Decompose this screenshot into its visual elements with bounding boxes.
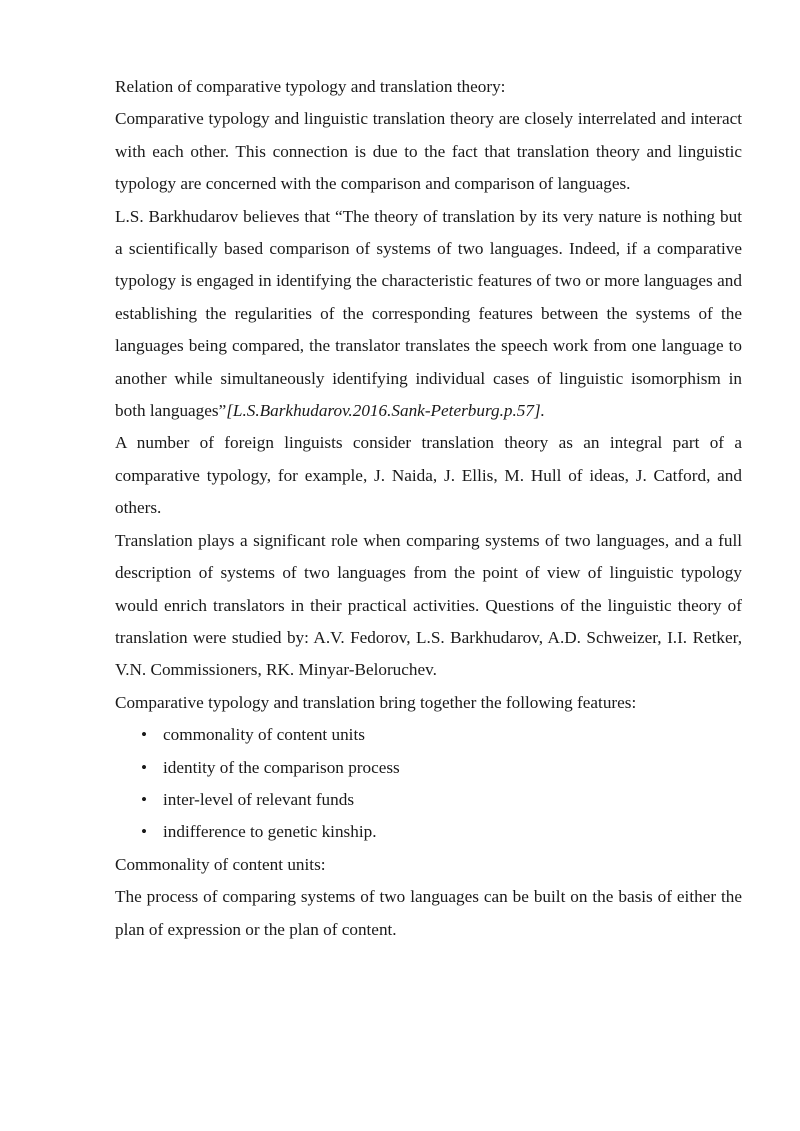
citation: [L.S.Barkhudarov.2016.Sank-Peterburg.p.57].	[226, 401, 545, 421]
bullet-icon: •	[140, 725, 148, 745]
bullet-icon: •	[140, 789, 148, 809]
list-item-text: commonality of content units	[163, 725, 365, 745]
list-item	[115, 784, 742, 816]
paragraph: Comparative typology and translation bring together the following features:	[115, 692, 637, 712]
quote-text: L.S. Barkhudarov believes that “The theory of translation by its very nature is nothing but a scientifically based comparison of systems of two languages. Indeed, if a comparative typology is engaged in identifying the characteristic features of two or more languages and establishing the regularities of the corresponding features between the systems of the languages being compared, the translator translates the speech work from one language to another while simultaneously identifying individual cases of linguistic isomorphism in both languages”	[115, 206, 742, 421]
bullet-icon: •	[140, 822, 148, 842]
section-heading: Relation of comparative typology and translation theory:	[115, 77, 506, 96]
list-item-text: identity of the comparison process	[163, 757, 400, 777]
bullet-icon: •	[140, 757, 148, 777]
paragraph: A number of foreign linguists consider translation theory as an integral part of a comparative typology, for example, J. Naida, J. Ellis, M. Hull of ideas, J. Catford, and others.	[115, 433, 742, 518]
list-item-text: indifference to genetic kinship.	[163, 822, 377, 842]
list-item	[115, 719, 742, 751]
paragraph: The process of comparing systems of two languages can be built on the basis of either the plan of expression or the plan of content.	[115, 887, 742, 939]
list-item-text: inter-level of relevant funds	[163, 789, 355, 809]
quote-paragraph	[115, 201, 742, 428]
section-heading: Commonality of content units:	[115, 854, 326, 874]
feature-list	[115, 719, 742, 849]
list-item	[115, 752, 742, 784]
list-item	[115, 816, 742, 848]
paragraph: Translation plays a significant role when comparing systems of two languages, and a full description of systems of two languages from the point of view of linguistic typology would enrich translators in their practical activities. Questions of the linguistic theory of translation were studied by: A.V. Fedorov, L.S. Barkhudarov, A.D. Schweizer, I.I. Retker, V.N. Commissioners, RK. Minyar-Beloruchev.	[115, 530, 742, 680]
document-page	[115, 71, 742, 946]
paragraph: Comparative typology and linguistic translation theory are closely interrelated and interact with each other. This connection is due to the fact that translation theory and linguistic typology are concerned with the comparison and comparison of languages.	[115, 109, 742, 194]
